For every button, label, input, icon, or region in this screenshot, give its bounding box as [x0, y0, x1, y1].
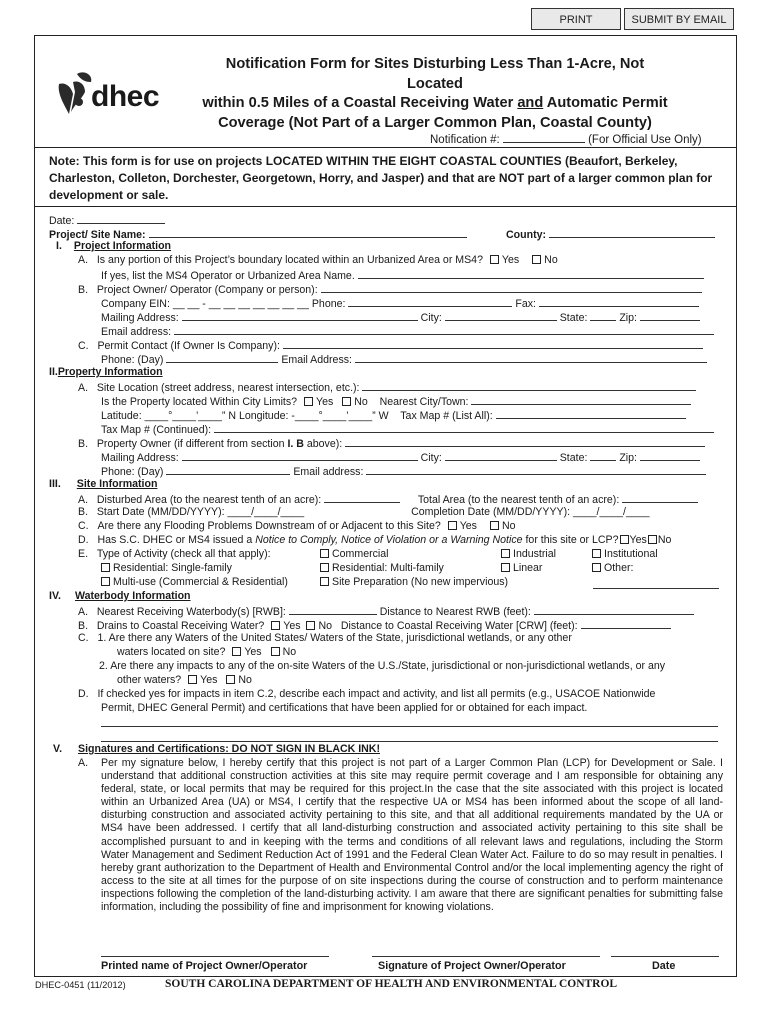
s2-latlon-row: Latitude: ____°____’____” N Longitude: -____°____’____” W Tax Map # (List All):: [101, 408, 686, 423]
impact-description-line-1[interactable]: [101, 716, 718, 727]
owner-zip-field[interactable]: [640, 310, 700, 321]
section-1-heading: I. Project Information: [56, 240, 172, 252]
crw-no-checkbox[interactable]: [306, 621, 315, 630]
logo-wordmark: dhec: [91, 80, 160, 113]
s3-a-row: A. Disturbed Area (to the nearest tenth of an acre): Total Area (to the nearest tenth of an acre):: [78, 492, 698, 507]
s1-email-row: Email address:: [101, 324, 714, 339]
res-single-checkbox[interactable]: [101, 563, 110, 572]
divider: [34, 206, 737, 207]
activity-institutional: Institutional: [588, 548, 658, 561]
print-button[interactable]: PRINT: [531, 8, 621, 30]
s3-e-row: E. Type of Activity (check all that apply):: [78, 548, 271, 560]
property-phone-field[interactable]: [166, 464, 290, 475]
activity-site-prep: Site Preparation (No new impervious): [316, 576, 508, 589]
form-id: DHEC-0451 (11/2012): [35, 980, 126, 990]
impacts-no-checkbox[interactable]: [226, 675, 235, 684]
city-limits-no-checkbox[interactable]: [342, 397, 351, 406]
note: Note: This form is for use on projects LOCATED WITHIN THE EIGHT COASTAL COUNTIES (Beaufort, Berkeley, Charleston, Colleton, Dorchester, Georgetown, Horry, and Jasper) and that are NOT part of a larger common plan for development or sale.: [49, 154, 713, 202]
property-owner-field[interactable]: [345, 436, 705, 447]
s2-mailing-row: Mailing Address: City: State: Zip:: [101, 450, 700, 465]
flooding-yes-checkbox[interactable]: [448, 521, 457, 530]
industrial-checkbox[interactable]: [501, 549, 510, 558]
owner-city-field[interactable]: [445, 310, 557, 321]
nearest-city-field[interactable]: [471, 394, 691, 405]
property-zip-field[interactable]: [640, 450, 700, 461]
institutional-checkbox[interactable]: [592, 549, 601, 558]
county-field[interactable]: [549, 227, 715, 238]
permit-contact-field[interactable]: [283, 338, 703, 349]
total-area-field[interactable]: [622, 492, 698, 503]
project-name-field[interactable]: [149, 227, 467, 238]
rwb-distance-field[interactable]: [534, 604, 694, 615]
date-line[interactable]: [611, 956, 719, 957]
notification-number-field[interactable]: [503, 132, 585, 143]
county-row: County:: [506, 227, 715, 242]
s1-mailing-row: Mailing Address: City: State: Zip:: [101, 310, 700, 325]
s2-a-row: A. Site Location (street address, nearest intersection, etc.):: [78, 380, 696, 395]
site-prep-checkbox[interactable]: [320, 577, 329, 586]
signature-line[interactable]: [372, 956, 600, 957]
impact-description-line-2[interactable]: [101, 731, 718, 742]
form-title: Notification Form for Sites Disturbing Less Than 1-Acre, Not Located within 0.5 Miles of a Coastal Receiving Water and Automatic Permit Coverage (Not Part of a Larger Common Plan, Coastal County): [202, 56, 668, 131]
city-limits-yes-checkbox[interactable]: [304, 397, 313, 406]
owner-phone-field[interactable]: [348, 296, 512, 307]
impacts-yes-checkbox[interactable]: [188, 675, 197, 684]
owner-email-field[interactable]: [174, 324, 714, 335]
start-date-field[interactable]: Start Date (MM/DD/YYYY): ____/____/____: [96, 506, 305, 518]
waters-no-checkbox[interactable]: [271, 647, 280, 656]
activity-other: Other:: [588, 562, 633, 575]
s1-a-no-checkbox[interactable]: [532, 255, 541, 264]
s1-contact-phone-row: Phone: (Day) Email Address:: [101, 352, 707, 367]
s4-c1b-row: waters located on site? Yes No: [117, 646, 297, 658]
activity-multi-use: Multi-use (Commercial & Residential): [97, 576, 288, 589]
company-ein-field[interactable]: Company EIN: __ __ - __ __ __ __ __ __ __: [101, 298, 309, 310]
s1-c-row: C. Permit Contact (If Owner Is Company):: [78, 338, 703, 353]
s4-d-row: D. If checked yes for impacts in item C.2, describe each impact and activity, and list all permits (e.g., USACOE Nationwide: [78, 688, 656, 700]
contact-email-field[interactable]: [355, 352, 707, 363]
activity-linear: Linear: [497, 562, 542, 575]
section-2-heading: II.Property Information: [49, 366, 163, 378]
s2-taxcont-row: Tax Map # (Continued):: [101, 422, 714, 437]
date-label: Date: [652, 960, 676, 972]
s4-c2b-row: other waters? Yes No: [117, 674, 252, 686]
signature-label: Signature of Project Owner/Operator: [378, 960, 566, 972]
date-field[interactable]: [77, 213, 165, 224]
agency-name: SOUTH CAROLINA DEPARTMENT OF HEALTH AND ENVIRONMENTAL CONTROL: [165, 978, 618, 990]
crw-distance-field[interactable]: [581, 618, 671, 629]
s1-a-ifyes-row: If yes, list the MS4 Operator or Urbanized Area Name.: [101, 268, 704, 283]
disturbed-area-field[interactable]: [324, 492, 400, 503]
linear-checkbox[interactable]: [501, 563, 510, 572]
s3-b-row: B. Start Date (MM/DD/YYYY): ____/____/____ Completion Date (MM/DD/YYYY): ____/____/____: [78, 506, 650, 518]
activity-res-multi: Residential: Multi-family: [316, 562, 444, 575]
s1-ein-row: Company EIN: __ __ - __ __ __ __ __ __ __ Phone: Fax:: [101, 296, 699, 311]
waters-yes-checkbox[interactable]: [232, 647, 241, 656]
property-city-field[interactable]: [445, 450, 557, 461]
crw-yes-checkbox[interactable]: [271, 621, 280, 630]
flooding-no-checkbox[interactable]: [490, 521, 499, 530]
res-multi-checkbox[interactable]: [320, 563, 329, 572]
section-3-heading: III. Site Information: [49, 478, 158, 490]
s4-b-row: B. Drains to Coastal Receiving Water? Yes No Distance to Coastal Receiving Water [CRW] (feet):: [78, 618, 671, 633]
certification-text: Per my signature below, I hereby certify that this project is not part of a Larger Common Plan (LCP) for Development or Sale. I understand that additional construction activities at this site may require permit coverage and I am responsible for obtaining any federal, state, or local permits that may be required for this project.In the case that the site associated with this project is located within an Urbanized Area (UA) or MS4, I certify that the respective UA or MS4 has been informed about the scope of all land-disturbing construction and associated activity pertaining to this site, and that all additional requirements mandated by the UA or MS4 have been addressed. I certify that all land-disturbing construction and associated activity pertaining to this site shall be accomplished pursuant to and in keeping with the terms and conditions of all relevant laws and regulations, including the Storm Water Management and Sediment Reduction Act of 1991 and the Federal Clean Water Act. Failure to do so may result in penalties. I hereby grant authorization to the Department of Health and Environmental Control and/or the local implementing agency the right of access to the site at all times for the purpose of on site inspections during the course of construction and to perform maintenance inspections following the completion of the land-disturbing activity. I am aware that there are significant penalties for submitting false information, including the possibility of fine and imprisonment for knowing violations.: [101, 757, 723, 914]
s4-c1-row: C. 1. Are there any Waters of the United States/ Waters of the State, jurisdictional wetlands, or any other: [78, 632, 572, 644]
dhec-logo: [55, 70, 185, 120]
other-checkbox[interactable]: [592, 563, 601, 572]
s2-city-limits-row: Is the Property located Within City Limits? Yes No Nearest City/Town:: [101, 394, 691, 409]
multi-use-checkbox[interactable]: [101, 577, 110, 586]
activity-commercial: Commercial: [316, 548, 389, 561]
s4-c2-row: 2. Are there any impacts to any of the on-site Waters of the U.S./State, jurisdictional or non-jurisdictional wetlands, or any: [99, 660, 666, 672]
s3-d-row: D. Has S.C. DHEC or MS4 issued a Notice to Comply, Notice of Violation or a Warning Notice for this site or LCP? Yes No: [78, 534, 672, 546]
tax-map-continued-field[interactable]: [214, 422, 714, 433]
section-5-heading: V. Signatures and Certifications: DO NOT SIGN IN BLACK INK!: [53, 743, 380, 755]
printed-name-line[interactable]: [101, 956, 329, 957]
owner-state-field[interactable]: [590, 310, 616, 321]
section-4-heading: IV. Waterbody Information: [49, 590, 191, 602]
divider: [34, 147, 737, 148]
s4-a-row: A. Nearest Receiving Waterbody(s) [RWB]: Distance to Nearest RWB (feet):: [78, 604, 694, 619]
project-name-row: Project/ Site Name:: [49, 227, 467, 242]
commercial-checkbox[interactable]: [320, 549, 329, 558]
notification-number-row: Notification #: (For Official Use Only): [430, 134, 702, 146]
lat-lon-field[interactable]: Latitude: ____°____’____” N Longitude: -____°____’____” W: [101, 410, 389, 422]
s2-b-row: B. Property Owner (if different from section I. B above):: [78, 436, 705, 451]
s3-c-row: C. Are there any Flooding Problems Downstream of or Adjacent to this Site? Yes No: [78, 520, 516, 532]
printed-name-label: Printed name of Project Owner/Operator: [101, 960, 308, 972]
completion-date-field[interactable]: Completion Date (MM/DD/YYYY): ____/____/____: [411, 506, 650, 518]
property-mailing-field[interactable]: [182, 450, 418, 461]
tax-map-field[interactable]: [496, 408, 686, 419]
date-row: Date:: [49, 213, 165, 228]
s4-d2-row: Permit, DHEC General Permit) and certifications that have been applied for or obtained for each impact.: [101, 702, 588, 714]
project-owner-field[interactable]: [321, 282, 702, 293]
s2-phone-row: Phone: (Day) Email address:: [101, 464, 706, 479]
submit-by-email-button[interactable]: SUBMIT BY EMAIL: [624, 8, 734, 30]
property-state-field[interactable]: [590, 450, 616, 461]
other-activity-field[interactable]: [593, 578, 719, 589]
notice-no-checkbox[interactable]: [648, 535, 657, 544]
receiving-waterbody-field[interactable]: [289, 604, 377, 615]
s1-a-row: A. Is any portion of this Project’s boundary located within an Urbanized Area or MS4? Yes No: [78, 254, 558, 266]
s5-a-label: A.: [78, 757, 89, 769]
s1-b-row: B. Project Owner/ Operator (Company or person):: [78, 282, 702, 297]
notice-yes-checkbox[interactable]: [620, 535, 629, 544]
owner-mailing-field[interactable]: [182, 310, 418, 321]
site-location-field[interactable]: [362, 380, 696, 391]
s1-a-yes-checkbox[interactable]: [490, 255, 499, 264]
ms4-operator-field[interactable]: [358, 268, 704, 279]
activity-res-single: Residential: Single-family: [97, 562, 232, 575]
contact-phone-field[interactable]: [166, 352, 278, 363]
owner-fax-field[interactable]: [539, 296, 699, 307]
activity-industrial: Industrial: [497, 548, 556, 561]
property-email-field[interactable]: [366, 464, 706, 475]
